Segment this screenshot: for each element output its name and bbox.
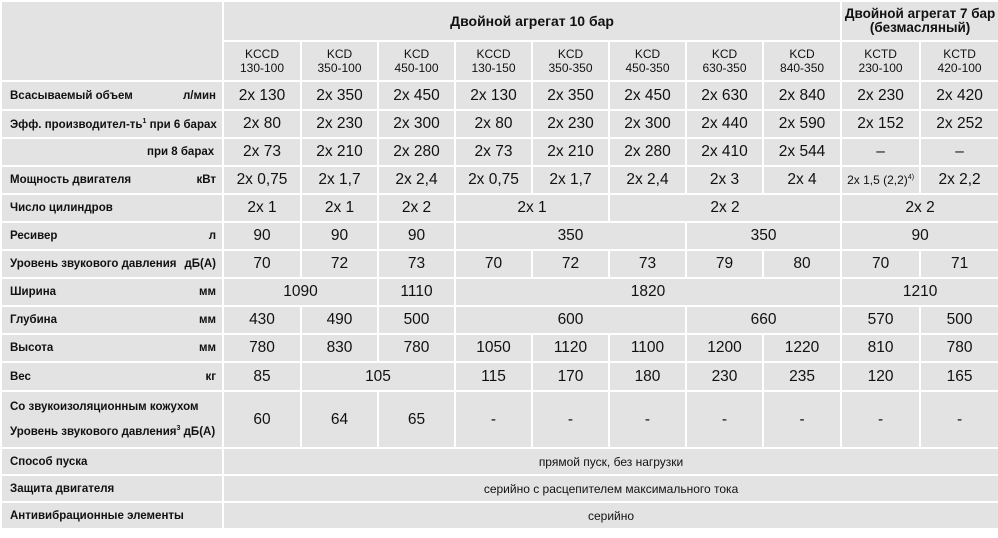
table-cell: 73 — [378, 250, 455, 278]
model-header: KCD 350-350 — [532, 41, 609, 81]
group-header-7bar: Двойной агрегат 7 бар (безмасляный) — [841, 1, 998, 41]
table-cell: 2x 440 — [686, 110, 763, 138]
table-cell: 1210 — [841, 278, 998, 306]
row-label-hood: Со звукоизоляционным кожухом Уровень звукового давления$^3$ дБ(А) — [1, 391, 223, 448]
table-cell: 180 — [609, 362, 686, 391]
table-cell: - — [763, 391, 841, 448]
row-label-eff6: Эфф. производител-$ть^1$ при 6 барах — [1, 110, 223, 138]
table-cell: 1090 — [223, 278, 378, 306]
table-cell: 2x 0,75 — [223, 166, 301, 194]
table-row — [1, 81, 998, 110]
table-cell: 2x 210 — [532, 138, 609, 166]
table-cell: 2x 152 — [841, 110, 920, 138]
model-header: KCTD 230-100 — [841, 41, 920, 81]
table-cell: 2x 4 — [763, 166, 841, 194]
table-cell: 2x 3 — [686, 166, 763, 194]
table-cell: 2x 73 — [223, 138, 301, 166]
table-cell: 830 — [301, 334, 378, 362]
table-cell: 60 — [223, 391, 301, 448]
table-cell: серийно — [223, 502, 998, 529]
table-cell: 2x 350 — [532, 81, 609, 110]
table-cell: 2x 230 — [301, 110, 378, 138]
row-label-protection: Защита двигателя — [1, 475, 223, 502]
model-header: KCD 630-350 — [686, 41, 763, 81]
table-cell: 2x 1 — [301, 194, 378, 222]
table-cell: 2x 450 — [378, 81, 455, 110]
row-label-intake: Всасываемый объем л/мин — [1, 81, 223, 110]
table-cell: 2x 840 — [763, 81, 841, 110]
table-cell: 79 — [686, 250, 763, 278]
table-cell: 2x 2 — [609, 194, 841, 222]
table-cell: 2x 280 — [378, 138, 455, 166]
table-row — [1, 250, 998, 278]
table-cell: – — [920, 138, 998, 166]
table-cell: 350 — [686, 222, 841, 250]
table-cell: 2x 130 — [223, 81, 301, 110]
table-cell: 490 — [301, 306, 378, 334]
table-cell: 120 — [841, 362, 920, 391]
table-cell: серийно с расцепителем максимального тока — [223, 475, 998, 502]
table-cell: 90 — [841, 222, 998, 250]
table-row — [1, 306, 998, 334]
row-label-height: Высота мм — [1, 334, 223, 362]
table-row — [1, 391, 998, 448]
table-cell: 2x 1,7 — [532, 166, 609, 194]
table-cell: 1220 — [763, 334, 841, 362]
table-cell: 2x 80 — [223, 110, 301, 138]
table-cell: 1200 — [686, 334, 763, 362]
row-label-receiver: Ресивер л — [1, 222, 223, 250]
row-label-depth: Глубина мм — [1, 306, 223, 334]
table-cell: 2x 2,4 — [378, 166, 455, 194]
table-cell: 1820 — [455, 278, 841, 306]
table-cell: 2x 300 — [378, 110, 455, 138]
row-label-width: Ширина мм — [1, 278, 223, 306]
table-cell: 2x 230 — [532, 110, 609, 138]
table-cell: 2x 350 — [301, 81, 378, 110]
table-cell: 2x 2 — [841, 194, 998, 222]
table-cell: – — [841, 138, 920, 166]
table-cell: 72 — [301, 250, 378, 278]
row-label-start: Способ пуска — [1, 448, 223, 475]
table-cell: 70 — [223, 250, 301, 278]
table-row — [1, 166, 998, 194]
table-row — [1, 138, 998, 166]
table-cell: 115 — [455, 362, 532, 391]
table-row — [1, 448, 998, 475]
table-cell: 2x 544 — [763, 138, 841, 166]
table-cell: 90 — [378, 222, 455, 250]
row-label-eff8: при 8 барах — [1, 138, 223, 166]
row-label-weight: Вес кг — [1, 362, 223, 391]
table-cell: 570 — [841, 306, 920, 334]
table-cell: 2x 0,75 — [455, 166, 532, 194]
model-header: KCD 350-100 — [301, 41, 378, 81]
table-row — [1, 222, 998, 250]
table-cell: 230 — [686, 362, 763, 391]
table-row — [1, 502, 998, 529]
group-header-10bar: Двойной агрегат 10 бар — [223, 1, 841, 41]
table-cell: 2x 252 — [920, 110, 998, 138]
table-cell: 780 — [920, 334, 998, 362]
table-cell: - — [841, 391, 920, 448]
table-cell: 350 — [455, 222, 686, 250]
header-corner-cell — [1, 1, 223, 81]
table-cell: 780 — [223, 334, 301, 362]
model-header: KCD 450-350 — [609, 41, 686, 81]
table-cell: 500 — [378, 306, 455, 334]
row-label-noise: Уровень звукового давления дБ(А) — [1, 250, 223, 278]
table-row — [1, 194, 998, 222]
table-cell: 660 — [686, 306, 841, 334]
table-cell: 780 — [378, 334, 455, 362]
table-cell: 1050 — [455, 334, 532, 362]
row-label-cylinders: Число цилиндров — [1, 194, 223, 222]
table-cell: 64 — [301, 391, 378, 448]
table-cell: 2x 420 — [920, 81, 998, 110]
table-cell: 1110 — [378, 278, 455, 306]
table-cell: 2x 1 — [455, 194, 609, 222]
table-cell: 2x 280 — [609, 138, 686, 166]
table-cell: 2x 73 — [455, 138, 532, 166]
table-cell: 85 — [223, 362, 301, 391]
table-row — [1, 334, 998, 362]
table-row — [1, 110, 998, 138]
table-row — [1, 475, 998, 502]
table-cell: прямой пуск, без нагрузки — [223, 448, 998, 475]
table-row — [1, 278, 998, 306]
model-header: KCTD 420-100 — [920, 41, 998, 81]
model-header: KCCD 130-100 — [223, 41, 301, 81]
table-cell: 2x 210 — [301, 138, 378, 166]
table-cell: 2x 230 — [841, 81, 920, 110]
table-cell: 810 — [841, 334, 920, 362]
table-cell: 430 — [223, 306, 301, 334]
table-cell: - — [686, 391, 763, 448]
table-cell: 1120 — [532, 334, 609, 362]
table-cell: 2x 2,4 — [609, 166, 686, 194]
table-cell: 1100 — [609, 334, 686, 362]
table-cell: 2x 300 — [609, 110, 686, 138]
table-cell: 2x 630 — [686, 81, 763, 110]
table-cell: 90 — [301, 222, 378, 250]
table-cell: - — [609, 391, 686, 448]
table-cell: 165 — [920, 362, 998, 391]
model-header: KCD 450-100 — [378, 41, 455, 81]
table-cell: 72 — [532, 250, 609, 278]
table-cell: 65 — [378, 391, 455, 448]
table-cell: 500 — [920, 306, 998, 334]
table-row — [1, 362, 998, 391]
table-cell: 2x 450 — [609, 81, 686, 110]
table-cell: 170 — [532, 362, 609, 391]
table-cell: - — [532, 391, 609, 448]
table-cell: 70 — [841, 250, 920, 278]
table-cell: 2x 1,5 $(2,2)^{4)}$ — [841, 166, 920, 194]
table-cell: 73 — [609, 250, 686, 278]
table-cell: 2x 1 — [223, 194, 301, 222]
table-cell: 71 — [920, 250, 998, 278]
table-cell: 2x 130 — [455, 81, 532, 110]
table-cell: 2x 410 — [686, 138, 763, 166]
table-cell: - — [920, 391, 998, 448]
table-cell: 2x 1,7 — [301, 166, 378, 194]
row-label-power: Мощность двигателя кВт — [1, 166, 223, 194]
table-cell: 2x 2 — [378, 194, 455, 222]
table-cell: 2x 590 — [763, 110, 841, 138]
table-cell: 2x 2,2 — [920, 166, 998, 194]
table-cell: - — [455, 391, 532, 448]
model-header: KCD 840-350 — [763, 41, 841, 81]
table-cell: 2x 80 — [455, 110, 532, 138]
table-cell: 70 — [455, 250, 532, 278]
table-cell: 235 — [763, 362, 841, 391]
table-cell: 105 — [301, 362, 455, 391]
table-cell: 600 — [455, 306, 686, 334]
row-label-antivib: Антивибрационные элементы — [1, 502, 223, 529]
table-cell: 80 — [763, 250, 841, 278]
table-cell: 90 — [223, 222, 301, 250]
model-header: KCCD 130-150 — [455, 41, 532, 81]
